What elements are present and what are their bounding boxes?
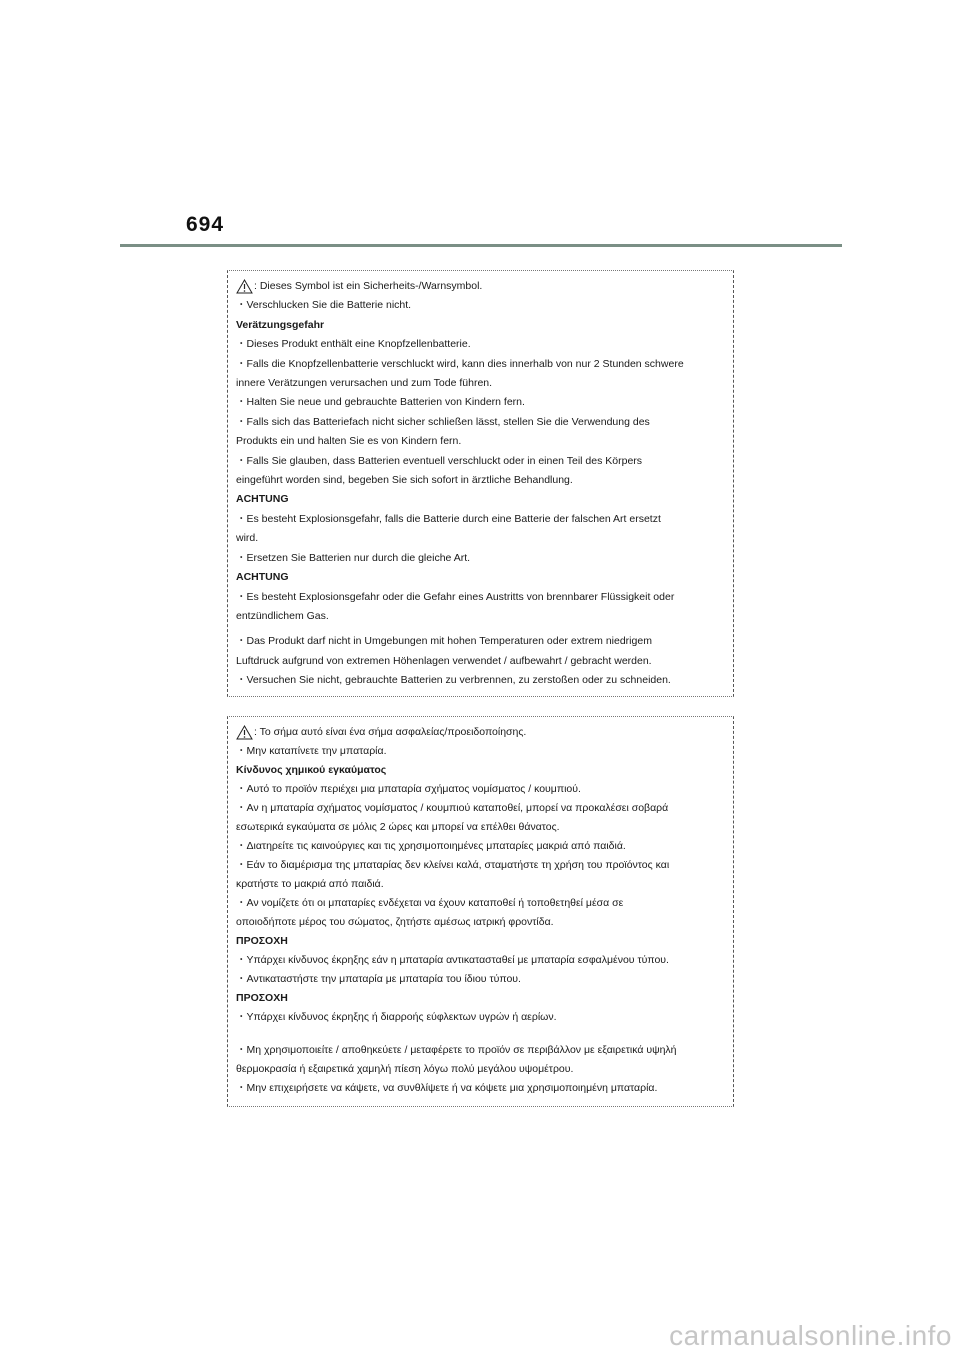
greek-line: ・Αυτό το προϊόν περιέχει μια μπαταρία σχήματος νομίσματος / κουμπιού. xyxy=(236,783,581,795)
german-line: Produkts ein und halten Sie es von Kindern fern. xyxy=(236,435,462,448)
german-heading: ACHTUNG xyxy=(236,571,289,584)
greek-line: ・Υπάρχει κίνδυνος έκρηξης εάν η μπαταρία αντικατασταθεί με μπαταρία εσφαλμένου τύπου. xyxy=(236,954,669,966)
greek-line: ・Διατηρείτε τις καινούργιες και τις χρησιμοποιημένες μπαταρίες μακριά από παιδιά. xyxy=(236,840,626,852)
greek-line: θερμοκρασία ή εξαιρετικά χαμηλή πίεση λόγω πολύ μεγάλου υψομέτρου. xyxy=(236,1063,574,1075)
german-line: ・Verschlucken Sie die Batterie nicht. xyxy=(236,299,412,312)
page-number: 694 xyxy=(186,213,225,236)
greek-symbol-note xyxy=(236,723,725,742)
greek-line: ・Αντικαταστήστε την μπαταρία με μπαταρία του ίδιου τύπου. xyxy=(236,973,521,985)
german-line: wird. xyxy=(236,532,259,545)
german-battery-notice xyxy=(227,270,734,697)
greek-battery-notice xyxy=(227,716,734,1107)
site-watermark: carmanualsonline.info xyxy=(669,1320,952,1351)
german-line: ・Falls Sie glauben, dass Batterien eventuell verschluckt oder in einen Teil des Körpers xyxy=(236,454,643,467)
greek-symbol-note-text: : Το σήμα αυτό είναι ένα σήμα ασφαλείας/προειδοποίησης. xyxy=(254,726,527,738)
greek-line: ・Μην καταπίνετε την μπαταρία. xyxy=(236,745,387,757)
warning-triangle-icon xyxy=(236,725,253,740)
greek-line: ・Μη χρησιμοποιείτε / αποθηκεύετε / μεταφέρετε το προϊόν σε περιβάλλον με εξαιρετικά υψηλή xyxy=(236,1044,677,1056)
german-symbol-note-text: : Dieses Symbol ist ein Sicherheits-/Warnsymbol. xyxy=(254,280,483,292)
german-line: innere Verätzungen verursachen und zum Tode führen. xyxy=(236,377,493,390)
german-line: entzündlichem Gas. xyxy=(236,609,329,622)
german-heading: Verätzungsgefahr xyxy=(236,318,325,331)
german-line: ・Falls sich das Batteriefach nicht sicher schließen lässt, stellen Sie die Verwendung des xyxy=(236,415,650,428)
greek-line: κρατήστε το μακριά από παιδιά. xyxy=(236,878,384,890)
german-line: ・Versuchen Sie nicht, gebrauchte Batterien zu verbrennen, zu zerstoßen oder zu schneiden. xyxy=(236,674,671,687)
greek-line: ・Αν νομίζετε ότι οι μπαταρίες ενδέχεται να έχουν καταποθεί ή τοποθετηθεί μέσα σε xyxy=(236,897,624,909)
greek-line: ・Μην επιχειρήσετε να κάψετε, να συνθλίψετε ή να κόψετε μια χρησιμοποιημένη μπαταρία. xyxy=(236,1082,658,1094)
german-line: ・Es besteht Explosionsgefahr oder die Gefahr eines Austritts von brennbarer Flüssigkeit oder xyxy=(236,590,675,603)
german-line: ・Halten Sie neue und gebrauchte Batterien von Kindern fern. xyxy=(236,396,525,409)
greek-heading: ΠΡΟΣΟΧΗ xyxy=(236,935,288,947)
german-line: ・Das Produkt darf nicht in Umgebungen mit hohen Temperaturen oder extrem niedrigem xyxy=(236,635,652,648)
german-line: eingeführt worden sind, begeben Sie sich sofort in ärztliche Behandlung. xyxy=(236,474,573,487)
greek-line: εσωτερικά εγκαύματα σε μόλις 2 ώρες και μπορεί να επέλθει θάνατος. xyxy=(236,821,560,833)
greek-heading: ΠΡΟΣΟΧΗ xyxy=(236,992,288,1004)
german-line: ・Dieses Produkt enthält eine Knopfzellenbatterie. xyxy=(236,338,471,351)
german-line: ・Falls die Knopfzellenbatterie verschluckt wird, kann dies innerhalb von nur 2 Stunden schwere xyxy=(236,357,684,370)
german-symbol-note xyxy=(236,277,725,296)
german-heading: ACHTUNG xyxy=(236,493,289,506)
greek-line: ・Εάν το διαμέρισμα της μπαταρίας δεν κλείνει καλά, σταματήστε τη χρήση του προϊόντος και xyxy=(236,859,670,871)
german-line: ・Ersetzen Sie Batterien nur durch die gleiche Art. xyxy=(236,551,471,564)
warning-triangle-icon xyxy=(236,279,253,294)
german-line: Luftdruck aufgrund von extremen Höhenlagen verwendet / aufbewahrt / gebracht werden. xyxy=(236,654,652,667)
header-rule xyxy=(120,244,842,247)
greek-line: ・Υπάρχει κίνδυνος έκρηξης ή διαρροής εύφλεκτων υγρών ή αερίων. xyxy=(236,1011,557,1023)
german-line: ・Es besteht Explosionsgefahr, falls die Batterie durch eine Batterie der falschen Art ersetzt xyxy=(236,512,661,525)
greek-line: οποιοδήποτε μέρος του σώματος, ζητήστε αμέσως ιατρική φροντίδα. xyxy=(236,916,554,928)
greek-line: ・Αν η μπαταρία σχήματος νομίσματος / κουμπιού καταποθεί, μπορεί να προκαλέσει σοβαρά xyxy=(236,802,669,814)
greek-heading: Κίνδυνος χημικού εγκαύματος xyxy=(236,764,387,776)
